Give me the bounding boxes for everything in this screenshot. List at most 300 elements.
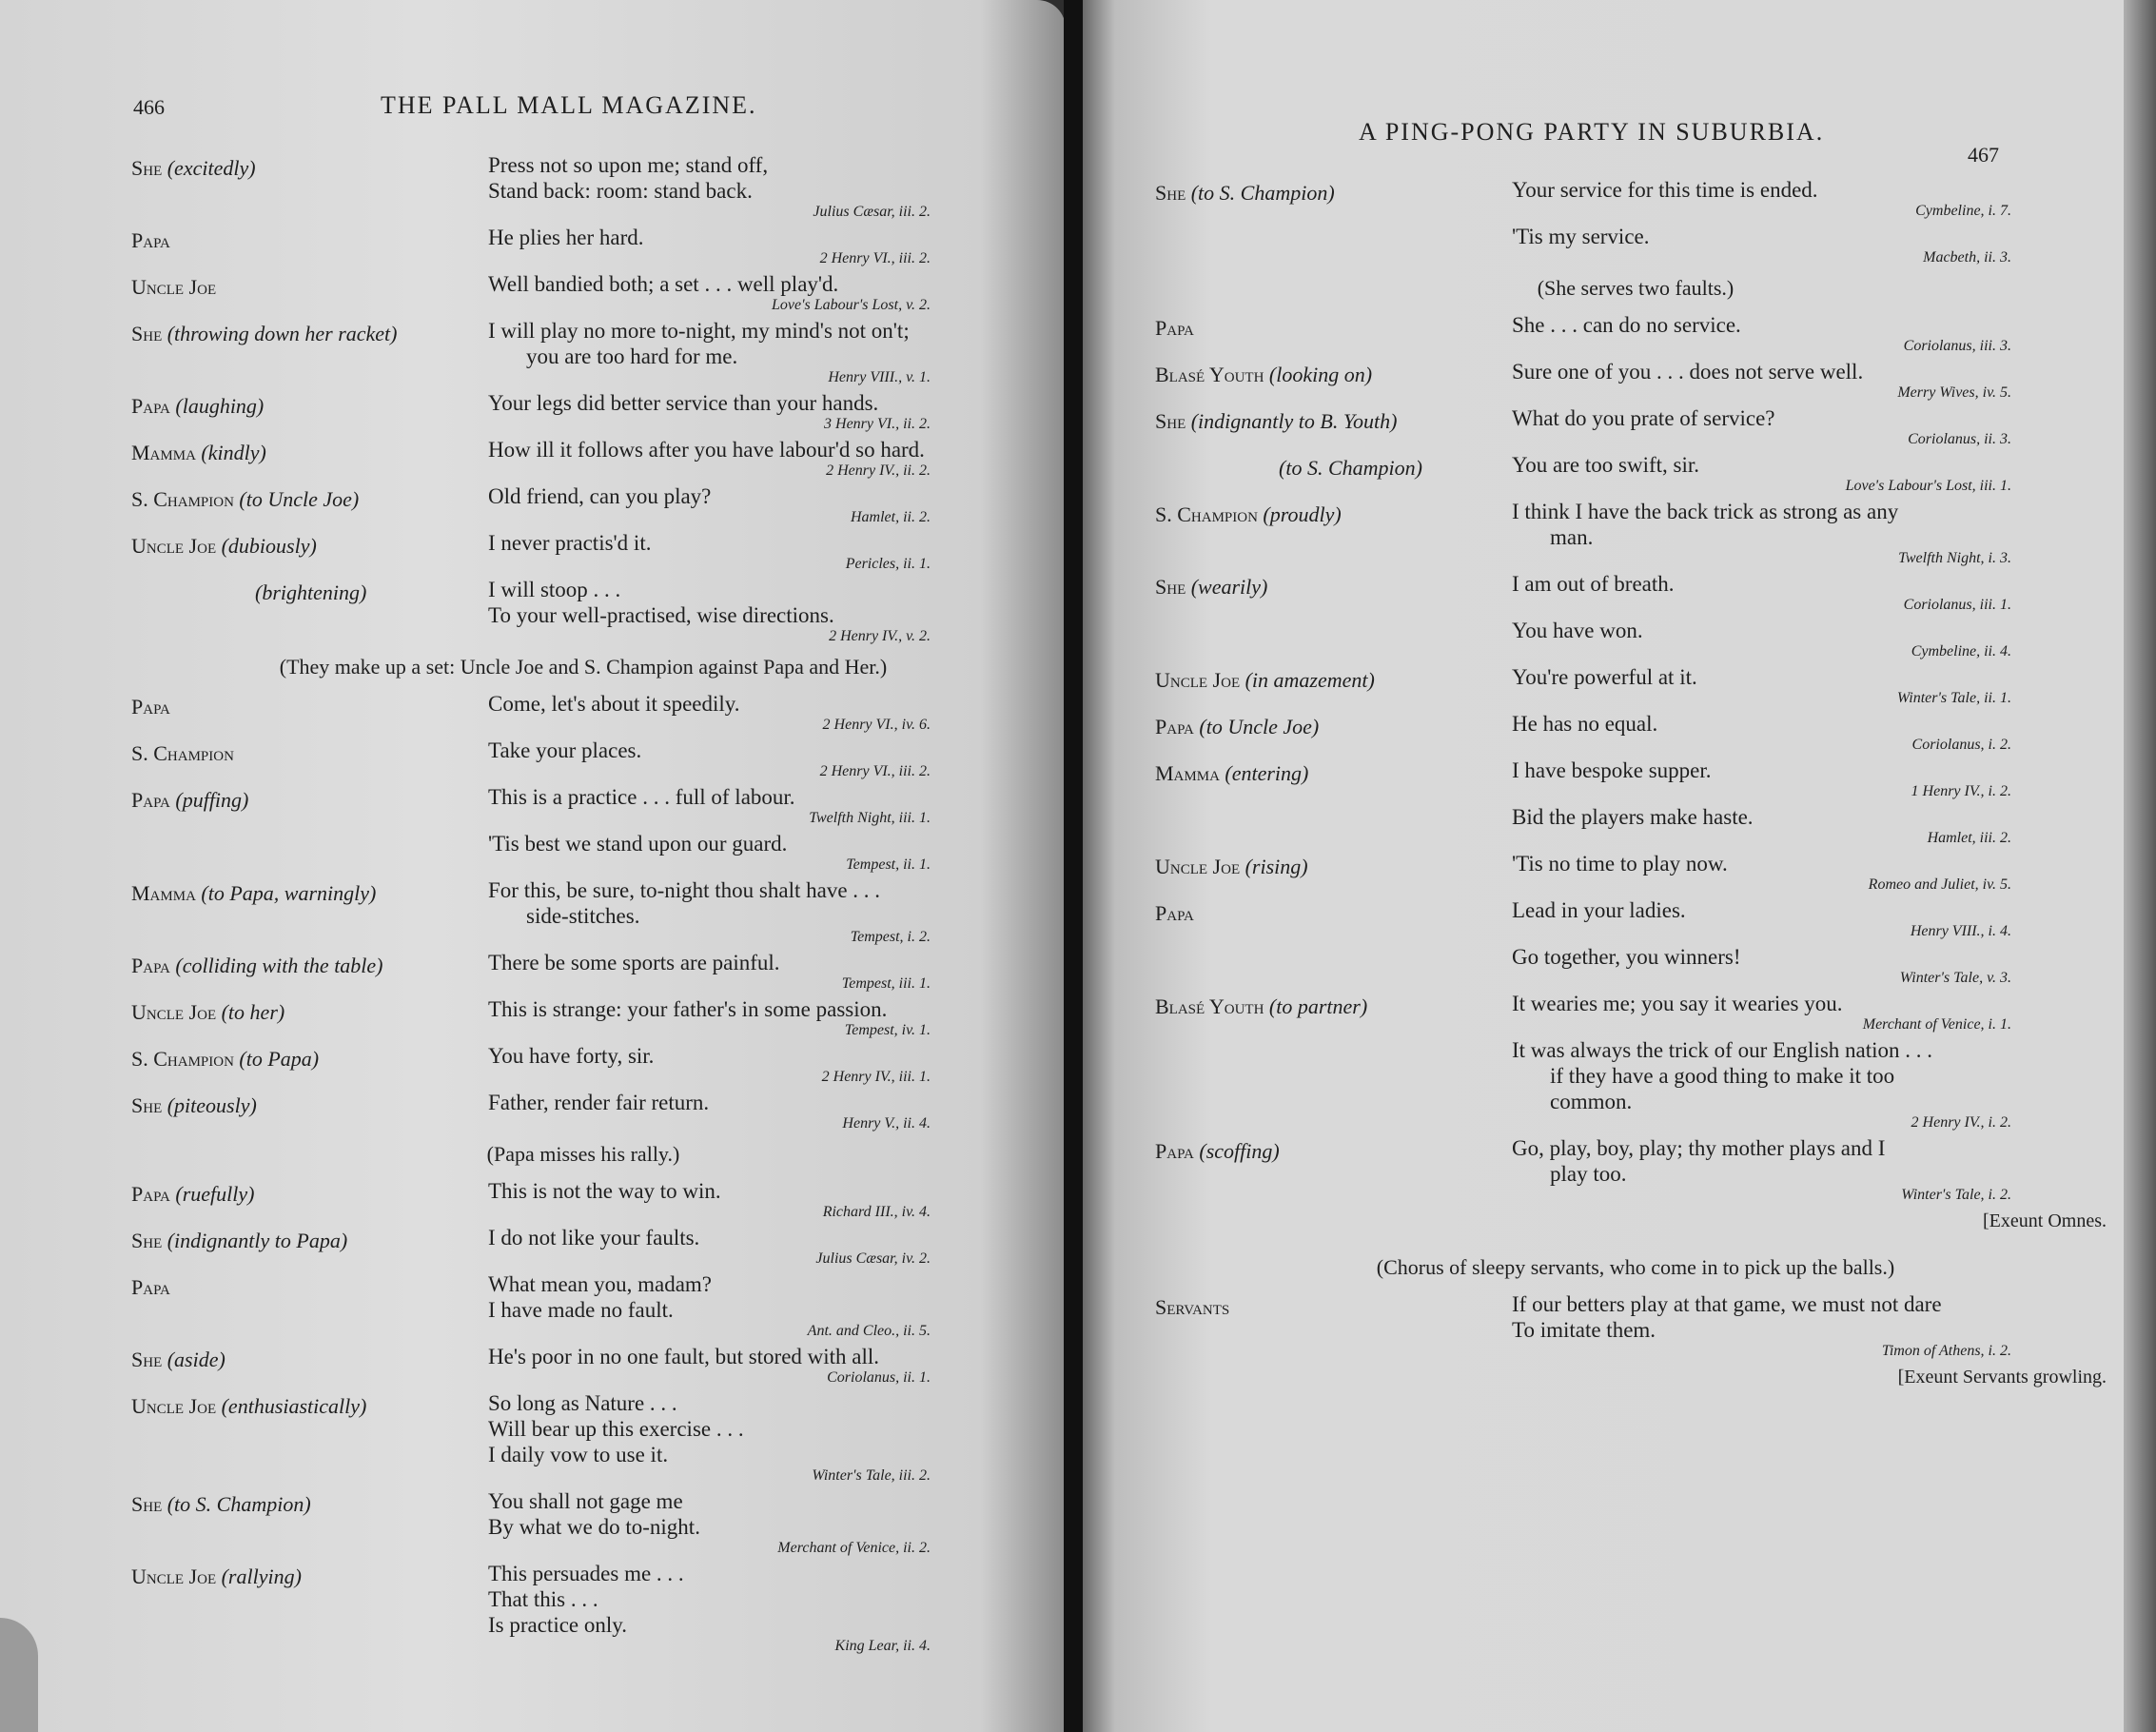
speaker-cell	[131, 483, 488, 526]
speaker-name: Papa	[131, 788, 170, 812]
citation: Hamlet, ii. 2.	[851, 509, 931, 525]
speaker-cell	[131, 1390, 488, 1485]
script-entry	[1155, 405, 2116, 448]
speaker-cell	[131, 1043, 488, 1086]
speaker-name: Mamma	[1155, 761, 1220, 785]
entry-list	[131, 1178, 1035, 1655]
quote-line: You have forty, sir.	[488, 1044, 655, 1068]
speaker-direction: (kindly)	[195, 441, 266, 464]
speaker-name: Mamma	[131, 441, 196, 464]
quote-line: common.	[1550, 1090, 1633, 1113]
citation: Ant. and Cleo., ii. 5.	[807, 1323, 931, 1339]
quote-block	[488, 1225, 1035, 1268]
entry-list	[1155, 177, 2116, 266]
quote-block	[1512, 944, 2116, 987]
speaker-cell	[131, 950, 488, 993]
script-entry	[1155, 571, 2116, 614]
speaker-direction: (throwing down her racket)	[162, 322, 398, 345]
script-entry	[131, 152, 1035, 221]
quote-line: Stand back: room: stand back.	[488, 179, 753, 203]
quote-line: side-stitches.	[526, 904, 640, 928]
citation: Merchant of Venice, i. 1.	[1862, 1016, 2011, 1033]
speaker-name: Uncle Joe	[131, 534, 217, 558]
speaker-name: Mamma	[131, 881, 196, 905]
script-entry	[131, 1225, 1035, 1268]
script-entry	[1155, 312, 2116, 355]
quote-block	[488, 1488, 1035, 1557]
quote-line: If our betters play at that game, we must not dare	[1512, 1292, 1942, 1316]
speaker-cell	[131, 152, 488, 221]
quote-block	[1512, 1135, 2116, 1204]
quote-line: I have bespoke supper.	[1512, 758, 1712, 782]
quote-line: This persuades me . . .	[488, 1562, 684, 1585]
speaker-name: She	[131, 322, 163, 345]
script-entry	[1155, 618, 2116, 660]
citation: Tempest, iv. 1.	[844, 1022, 931, 1038]
speaker-direction: (proudly)	[1257, 502, 1342, 526]
speaker-direction: (wearily)	[1186, 575, 1268, 599]
script-entry	[1155, 177, 2116, 220]
quote-line: Go together, you winners!	[1512, 945, 1741, 969]
quote-block	[1512, 618, 2116, 660]
speaker-cell	[131, 738, 488, 780]
speaker-name: Uncle Joe	[131, 275, 217, 299]
exit-direction: [Exeunt Servants growling.	[1897, 1367, 2107, 1388]
quote-line: It was always the trick of our English nation . . .	[1512, 1038, 1933, 1062]
quote-block	[488, 877, 1035, 946]
quote-line: I never practis'd it.	[488, 531, 652, 555]
quote-line: I think I have the back trick as strong as any	[1512, 500, 1899, 523]
speaker-name: S. Champion	[131, 487, 234, 511]
speaker-name: Papa	[131, 1275, 170, 1299]
script-entry	[1155, 944, 2116, 987]
script-entry	[131, 530, 1035, 573]
speaker-cell	[1155, 452, 1512, 495]
quote-line: You are too swift, sir.	[1512, 453, 1700, 477]
speaker-cell	[1155, 944, 1512, 987]
speaker-direction: (rallying)	[216, 1565, 302, 1588]
speaker-cell	[1155, 711, 1512, 754]
citation: 1 Henry IV., i. 2.	[1911, 783, 2011, 799]
script-entry	[131, 1271, 1035, 1340]
citation: 2 Henry IV., i. 2.	[1911, 1114, 2011, 1131]
speaker-cell	[1155, 991, 1512, 1033]
speaker-direction: (indignantly to Papa)	[162, 1229, 348, 1252]
quote-line: This is a practice . . . full of labour.	[488, 785, 795, 809]
quote-block	[1512, 224, 2116, 266]
speaker-direction: (indignantly to B. Youth)	[1186, 409, 1398, 433]
quote-line: I daily vow to use it.	[488, 1443, 669, 1466]
quote-line: play too.	[1550, 1162, 1627, 1186]
entry-list	[131, 152, 1035, 645]
quote-block	[488, 483, 1035, 526]
speaker-cell	[131, 530, 488, 573]
quote-line: I will play no more to-night, my mind's not on't;	[488, 319, 910, 343]
speaker-direction: (to her)	[216, 1000, 285, 1024]
quote-line: How ill it follows after you have labour'd so hard.	[488, 438, 925, 462]
citation: Henry VIII., v. 1.	[828, 369, 931, 385]
quote-line: He has no equal.	[1512, 712, 1658, 736]
speaker-cell	[131, 1344, 488, 1387]
quote-block	[488, 271, 1035, 314]
citation: Macbeth, ii. 3.	[1923, 249, 2011, 266]
quote-block	[488, 1178, 1035, 1221]
speaker-name: She	[1155, 181, 1186, 205]
stage-direction: (She serves two faults.)	[1537, 276, 1735, 300]
speaker-name: Uncle Joe	[1155, 855, 1241, 878]
quote-line: This is strange: your father's in some passion.	[488, 997, 888, 1021]
quote-line: What mean you, madam?	[488, 1272, 713, 1296]
speaker-direction: (to S. Champion)	[1186, 181, 1335, 205]
quote-block	[488, 691, 1035, 734]
citation: Merry Wives, iv. 5.	[1897, 384, 2011, 401]
speaker-cell	[1155, 1291, 1512, 1360]
speaker-cell	[1155, 312, 1512, 355]
citation: Coriolanus, ii. 1.	[827, 1369, 931, 1386]
quote-line: Come, let's about it speedily.	[488, 692, 740, 716]
quote-block	[1512, 405, 2116, 448]
quote-block	[1512, 499, 2116, 567]
quote-block	[488, 1271, 1035, 1340]
quote-line: By what we do to-night.	[488, 1515, 700, 1539]
citation: Tempest, ii. 1.	[846, 856, 931, 873]
script-entry	[131, 1090, 1035, 1132]
citation: Henry V., ii. 4.	[842, 1115, 931, 1132]
quote-line: Go, play, boy, play; thy mother plays and I	[1512, 1136, 1886, 1160]
speaker-cell	[1155, 359, 1512, 402]
script-entry	[1155, 452, 2116, 495]
speaker-cell	[131, 877, 488, 946]
citation: Tempest, iii. 1.	[841, 975, 931, 992]
stage-direction: (They make up a set: Uncle Joe and S. Champion against Papa and Her.)	[279, 655, 888, 679]
script-entry	[1155, 991, 2116, 1033]
script-entry	[131, 691, 1035, 734]
quote-line: He plies her hard.	[488, 226, 644, 249]
quote-line: Lead in your ladies.	[1512, 898, 1686, 922]
citation: Timon of Athens, i. 2.	[1881, 1343, 2011, 1359]
speaker-direction: (entering)	[1219, 761, 1309, 785]
speaker-cell	[131, 225, 488, 267]
speaker-direction: (to Uncle Joe)	[233, 487, 360, 511]
script-entry	[1155, 1135, 2116, 1204]
citation: Coriolanus, ii. 3.	[1908, 431, 2011, 447]
script-column-left	[131, 152, 1035, 1659]
speaker-cell	[131, 1090, 488, 1132]
quote-block	[1512, 711, 2116, 754]
script-entry	[131, 1043, 1035, 1086]
quote-line: Well bandied both; a set . . . well play'd.	[488, 272, 839, 296]
page-number-right: 467	[1968, 143, 1999, 167]
speaker-direction: (dubiously)	[216, 534, 317, 558]
speaker-direction: (to partner)	[1264, 994, 1368, 1018]
script-entry	[1155, 758, 2116, 800]
quote-line: That this . . .	[488, 1587, 598, 1611]
citation: 2 Henry VI., iii. 2.	[819, 763, 931, 779]
script-entry	[131, 1390, 1035, 1485]
left-page	[0, 0, 1066, 1732]
quote-line: 'Tis best we stand upon our guard.	[488, 832, 788, 856]
quote-block	[488, 784, 1035, 827]
speaker-name: She	[1155, 409, 1186, 433]
quote-line: You shall not gage me	[488, 1489, 683, 1513]
quote-line: There be some sports are painful.	[488, 951, 780, 974]
script-entry	[131, 577, 1035, 645]
quote-block	[1512, 1291, 2116, 1360]
speaker-cell	[131, 784, 488, 827]
speaker-cell	[131, 996, 488, 1039]
citation: 3 Henry VI., ii. 2.	[824, 416, 931, 432]
quote-line: Will bear up this exercise . . .	[488, 1417, 744, 1441]
speaker-cell	[131, 831, 488, 874]
speaker-cell	[1155, 851, 1512, 894]
reader-thumb	[0, 1618, 38, 1732]
script-entry	[131, 1344, 1035, 1387]
speaker-name: Papa	[131, 695, 170, 718]
script-entry	[131, 831, 1035, 874]
script-entry	[131, 996, 1035, 1039]
speaker-name: S. Champion	[1155, 502, 1258, 526]
speaker-cell	[131, 318, 488, 386]
speaker-cell	[131, 1488, 488, 1557]
speaker-cell	[1155, 499, 1512, 567]
script-column-right	[1155, 177, 2116, 1409]
script-entry	[131, 1488, 1035, 1557]
script-entry	[1155, 711, 2116, 754]
speaker-name: She	[1155, 575, 1186, 599]
quote-block	[488, 225, 1035, 267]
speaker-direction: (to S. Champion)	[162, 1492, 311, 1516]
running-header-left: THE PALL MALL MAGAZINE.	[381, 91, 757, 119]
quote-block	[488, 437, 1035, 480]
script-entry	[131, 271, 1035, 314]
quote-line: Press not so upon me; stand off,	[488, 153, 769, 177]
speaker-name: She	[131, 156, 163, 180]
quote-block	[1512, 177, 2116, 220]
speaker-cell	[131, 1271, 488, 1340]
speaker-name: Uncle Joe	[131, 1394, 217, 1418]
speaker-name: S. Champion	[131, 741, 234, 765]
citation: 2 Henry IV., v. 2.	[829, 628, 931, 644]
speaker-direction: (colliding with the table)	[169, 954, 383, 977]
quote-line: Your service for this time is ended.	[1512, 178, 1818, 202]
script-entry	[131, 483, 1035, 526]
quote-line: Old friend, can you play?	[488, 484, 712, 508]
speaker-direction: (ruefully)	[169, 1182, 255, 1206]
script-entry	[131, 225, 1035, 267]
quote-block	[488, 577, 1035, 645]
speaker-name: Papa	[1155, 715, 1194, 738]
speaker-name: Papa	[1155, 1139, 1194, 1163]
quote-block	[488, 738, 1035, 780]
speaker-direction: (laughing)	[169, 394, 265, 418]
speaker-name: Uncle Joe	[1155, 668, 1241, 692]
quote-block	[488, 831, 1035, 874]
quote-block	[1512, 851, 2116, 894]
quote-line: For this, be sure, to-night thou shalt have . . .	[488, 878, 881, 902]
quote-block	[1512, 359, 2116, 402]
quote-line: man.	[1550, 525, 1594, 549]
quote-line: You have won.	[1512, 619, 1643, 642]
speaker-direction: (enthusiastically)	[216, 1394, 367, 1418]
citation: Love's Labour's Lost, v. 2.	[771, 297, 931, 313]
speaker-direction: (piteously)	[162, 1093, 257, 1117]
speaker-cell	[1155, 224, 1512, 266]
quote-block	[488, 318, 1035, 386]
speaker-cell	[1155, 758, 1512, 800]
speaker-direction: (to Papa)	[233, 1047, 320, 1071]
speaker-direction: (looking on)	[1264, 363, 1373, 386]
script-entry	[1155, 897, 2116, 940]
stage-direction: (Chorus of sleepy servants, who come in to pick up the balls.)	[1376, 1255, 1895, 1279]
script-entry	[1155, 804, 2116, 847]
speaker-name: S. Champion	[131, 1047, 234, 1071]
speaker-cell	[1155, 571, 1512, 614]
quote-block	[1512, 452, 2116, 495]
speaker-cell	[131, 271, 488, 314]
speaker-cell	[131, 1561, 488, 1655]
quote-line: Sure one of you . . . does not serve well.	[1512, 360, 1864, 384]
script-entry	[131, 784, 1035, 827]
speaker-name: Servants	[1155, 1295, 1230, 1319]
quote-line: She . . . can do no service.	[1512, 313, 1741, 337]
citation: 2 Henry VI., iv. 6.	[822, 717, 931, 733]
quote-line: Take your places.	[488, 738, 642, 762]
citation: 2 Henry IV., iii. 1.	[821, 1069, 931, 1085]
speaker-name: Uncle Joe	[131, 1565, 217, 1588]
script-entry	[1155, 359, 2116, 402]
script-entry	[131, 1178, 1035, 1221]
speaker-cell	[1155, 405, 1512, 448]
quote-line: I have made no fault.	[488, 1298, 674, 1322]
quote-line: Father, render fair return.	[488, 1091, 710, 1114]
script-entry	[1155, 499, 2116, 567]
quote-block	[1512, 1037, 2116, 1132]
citation: Romeo and Juliet, iv. 5.	[1868, 876, 2011, 893]
script-entry	[131, 390, 1035, 433]
speaker-name: She	[131, 1229, 163, 1252]
citation: Winter's Tale, v. 3.	[1899, 970, 2011, 986]
citation: Merchant of Venice, ii. 2.	[777, 1540, 931, 1556]
speaker-name: Blasé Youth	[1155, 994, 1264, 1018]
citation: Richard III., iv. 4.	[822, 1204, 931, 1220]
speaker-cell	[131, 1178, 488, 1221]
quote-block	[488, 1344, 1035, 1387]
speaker-direction: (scoffing)	[1193, 1139, 1280, 1163]
script-entry	[1155, 1291, 2116, 1360]
script-entry	[131, 738, 1035, 780]
exit-direction: [Exeunt Omnes.	[1983, 1210, 2107, 1231]
speaker-direction: (in amazement)	[1240, 668, 1375, 692]
citation: 2 Henry IV., ii. 2.	[826, 463, 931, 479]
citation: Hamlet, iii. 2.	[1927, 830, 2011, 846]
book-cover-edge	[2124, 0, 2156, 1732]
entry-list	[1155, 312, 2116, 1204]
quote-block	[1512, 312, 2116, 355]
quote-block	[1512, 897, 2116, 940]
quote-line: Is practice only.	[488, 1613, 628, 1637]
citation: King Lear, ii. 4.	[834, 1638, 931, 1654]
quote-block	[1512, 571, 2116, 614]
speaker-name: She	[131, 1348, 163, 1371]
script-entry	[1155, 1037, 2116, 1132]
citation: Coriolanus, iii. 3.	[1903, 338, 2011, 354]
script-entry	[1155, 851, 2116, 894]
citation: Coriolanus, i. 2.	[1911, 737, 2011, 753]
speaker-name: Papa	[131, 394, 170, 418]
quote-block	[1512, 804, 2116, 847]
speaker-cell	[1155, 1135, 1512, 1204]
entry-list	[1155, 1291, 2116, 1360]
citation: Pericles, ii. 1.	[845, 556, 931, 572]
citation: Coriolanus, iii. 1.	[1903, 597, 2011, 613]
speaker-cell	[131, 691, 488, 734]
speaker-direction: (excitedly)	[162, 156, 256, 180]
citation: Cymbeline, ii. 4.	[1911, 643, 2011, 659]
citation: 2 Henry VI., iii. 2.	[819, 250, 931, 266]
speaker-direction: (puffing)	[169, 788, 249, 812]
quote-line: So long as Nature . . .	[488, 1391, 677, 1415]
quote-block	[488, 1043, 1035, 1086]
speaker-name: She	[131, 1492, 163, 1516]
script-entry	[1155, 224, 2116, 266]
speaker-name: Papa	[1155, 316, 1194, 340]
quote-line: if they have a good thing to make it too	[1550, 1064, 1895, 1088]
speaker-name: Papa	[131, 954, 170, 977]
citation: Tempest, i. 2.	[850, 929, 931, 945]
quote-line: 'Tis my service.	[1512, 225, 1650, 248]
quote-block	[488, 530, 1035, 573]
quote-line: I am out of breath.	[1512, 572, 1675, 596]
speaker-direction: (brightening)	[255, 581, 367, 604]
quote-block	[488, 950, 1035, 993]
speaker-direction: (to Uncle Joe)	[1193, 715, 1320, 738]
speaker-name: Papa	[131, 1182, 170, 1206]
speaker-name: Papa	[1155, 901, 1194, 925]
script-entry	[131, 950, 1035, 993]
script-entry	[1155, 664, 2116, 707]
quote-line: you are too hard for me.	[526, 344, 738, 368]
quote-block	[1512, 664, 2116, 707]
speaker-cell	[1155, 618, 1512, 660]
speaker-name: Uncle Joe	[131, 1000, 217, 1024]
quote-line: It wearies me; you say it wearies you.	[1512, 992, 1843, 1015]
citation: Cymbeline, i. 7.	[1915, 203, 2011, 219]
speaker-direction: (to Papa, warningly)	[195, 881, 377, 905]
running-header-right: A PING-PONG PARTY IN SUBURBIA.	[1359, 118, 1825, 146]
speaker-cell	[131, 1225, 488, 1268]
quote-block	[488, 996, 1035, 1039]
book-gutter	[1064, 0, 1085, 1732]
speaker-cell	[1155, 1037, 1512, 1132]
speaker-direction: (rising)	[1240, 855, 1308, 878]
quote-line: 'Tis no time to play now.	[1512, 852, 1728, 876]
quote-block	[488, 1390, 1035, 1485]
citation: Winter's Tale, iii. 2.	[812, 1467, 931, 1484]
quote-block	[488, 1561, 1035, 1655]
script-entry	[131, 1561, 1035, 1655]
right-page	[1083, 0, 2156, 1732]
speaker-cell	[1155, 664, 1512, 707]
speaker-name: She	[131, 1093, 163, 1117]
quote-block	[488, 152, 1035, 221]
quote-line: You're powerful at it.	[1512, 665, 1697, 689]
citation: Twelfth Night, iii. 1.	[809, 810, 931, 826]
quote-line: Your legs did better service than your hands.	[488, 391, 879, 415]
script-entry	[131, 437, 1035, 480]
quote-line: This is not the way to win.	[488, 1179, 721, 1203]
speaker-cell	[1155, 804, 1512, 847]
speaker-direction: (to S. Champion)	[1279, 456, 1422, 480]
